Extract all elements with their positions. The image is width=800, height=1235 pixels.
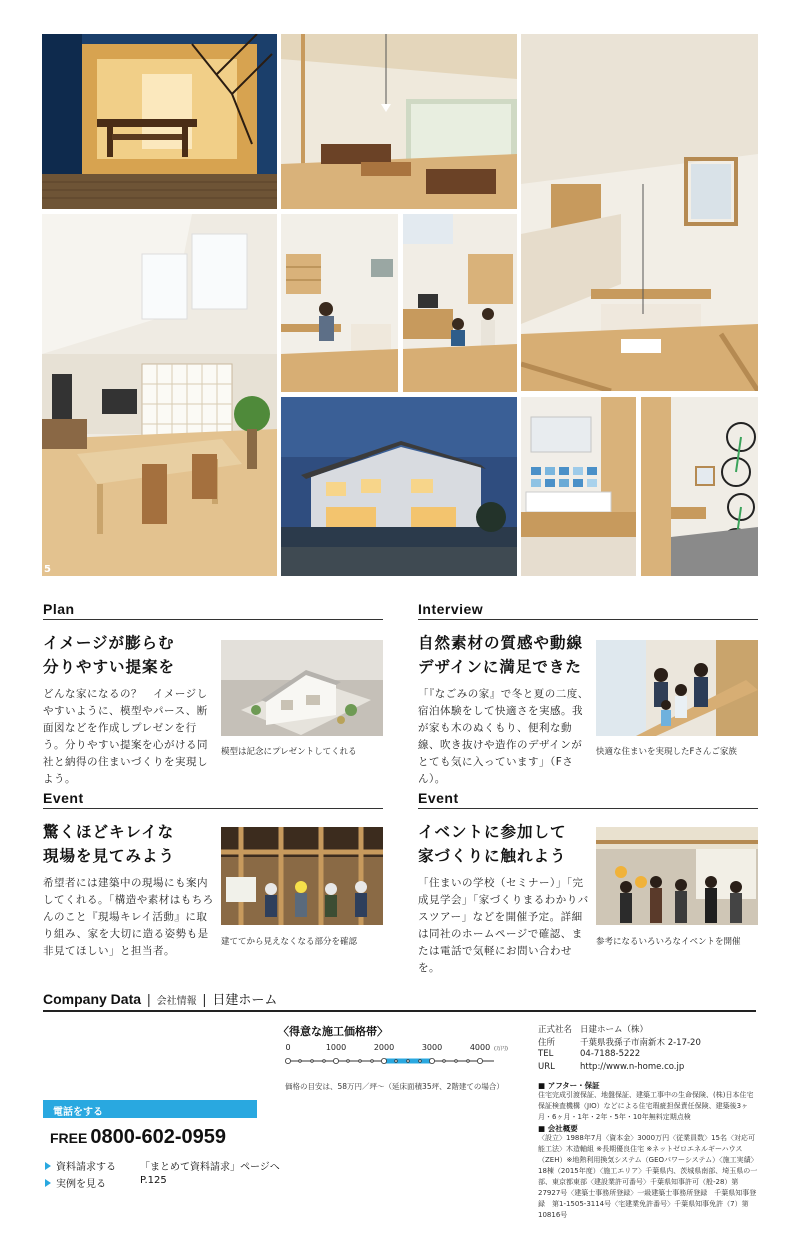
price-unit-label: (万円)	[494, 1046, 508, 1052]
event2-divider	[418, 808, 758, 809]
price-note: 価格の目安は、58万円／坪～（延床面積35坪、2階建ての場合）	[285, 1082, 504, 1091]
arrow-right-icon	[45, 1162, 51, 1170]
company-overview-heading: ■ 会社概要	[538, 1124, 578, 1133]
page-number: 5	[44, 564, 51, 575]
event1-title	[43, 820, 175, 868]
photo-living-couple	[403, 214, 517, 392]
price-major-tick	[333, 1058, 338, 1063]
price-minor-tick	[323, 1060, 326, 1063]
event2-title	[418, 820, 567, 868]
plan-body: どんな家になるの？ イメージしやすいように、模型やパース、断面図などを作成しプレゼンを行う。分りやすい提案を心がける同社と納得の住まいづくりを実現しよう。	[43, 688, 208, 785]
event1-title-line-1: 驚くほどキレイな	[43, 823, 175, 841]
request-docs-value: 「まとめて資料請求」ページへ	[140, 1162, 280, 1173]
event1-body: 希望者には建築中の現場にも案内してくれる。「構造や素材はもちろんのこと『現場キレイ活動』に取り組み、家を大切に造る姿勢も是非見てほしい」と担当者。	[43, 877, 214, 957]
photo-family	[596, 640, 758, 736]
plan-title	[43, 631, 175, 679]
event1-heading: Event	[43, 790, 84, 806]
price-minor-tick	[455, 1060, 458, 1063]
photo-construction-site	[221, 827, 383, 925]
company-data-header: Company Data | 会社情報 | 日建ホーム	[43, 991, 278, 1008]
interview-heading: Interview	[418, 601, 484, 617]
event1-title-line-2: 現場を見てみよう	[43, 847, 176, 865]
interview-divider	[418, 619, 758, 620]
company-info-label: 会社情報	[156, 996, 197, 1007]
call-button[interactable]: 電話をする	[43, 1100, 257, 1118]
plan-heading: Plan	[43, 601, 75, 617]
request-docs-label: 資料請求する	[56, 1162, 116, 1173]
price-tick-label: 1000	[325, 1043, 347, 1052]
price-major-tick	[381, 1058, 386, 1063]
photo-dining-shoji	[42, 214, 277, 576]
price-minor-tick	[467, 1060, 470, 1063]
info-val: 04-7188-5222	[580, 1049, 641, 1059]
event2-caption: 参考になるいろいろなイベントを開催	[596, 937, 741, 947]
price-minor-tick	[407, 1060, 410, 1063]
price-minor-tick	[299, 1060, 302, 1063]
price-tick-label: 0	[285, 1043, 291, 1052]
interview-title-line-2: デザインに満足できた	[418, 658, 582, 676]
info-key: URL	[538, 1062, 555, 1072]
info-key: 住所	[538, 1038, 556, 1048]
price-tick-label: 3000	[421, 1043, 443, 1052]
arrow-right-icon	[45, 1179, 51, 1187]
info-row-name	[538, 1023, 648, 1035]
price-tick-label: 4000	[469, 1043, 491, 1052]
photo-washroom-tiles	[521, 397, 636, 576]
plan-divider	[43, 619, 383, 620]
event2-heading: Event	[418, 790, 459, 806]
after-service-heading: ■ アフター・保証	[538, 1081, 600, 1090]
photo-house-model	[221, 640, 383, 736]
company-data-label: Company Data	[43, 991, 142, 1007]
plan-title-line-1: イメージが膨らむ	[43, 634, 175, 652]
info-val: 千葉県我孫子市南新木 2-17-20	[580, 1038, 701, 1048]
photo-atrium-stairs	[521, 34, 758, 391]
free-label: FREE	[50, 1130, 88, 1146]
price-range-bar	[280, 1040, 520, 1074]
plan-title-line-2: 分りやすい提案を	[43, 658, 176, 676]
company-url-link[interactable]: http://www.n-home.co.jp	[580, 1062, 685, 1072]
free-dial[interactable]	[50, 1126, 226, 1149]
photo-night-terrace	[42, 34, 277, 209]
price-minor-tick	[395, 1060, 398, 1063]
info-row-url	[538, 1062, 684, 1072]
info-val: 日建ホーム（株）	[580, 1025, 649, 1035]
photo-living-room	[281, 34, 517, 209]
event2-body: 「住まいの学校（セミナー）」「完成見学会」「家づくりまるわかりバスツアー」などを開催予定。詳細は同社のホームページで確認、または電話で気軽にお問い合わせを。	[418, 877, 589, 974]
price-minor-tick	[443, 1060, 446, 1063]
plan-caption: 模型は記念にプレゼントしてくれる	[221, 747, 357, 757]
price-minor-tick	[371, 1060, 374, 1063]
event2-title-line-1: イベントに参加して	[418, 823, 567, 841]
price-major-tick	[429, 1058, 434, 1063]
photo-event-crowd	[596, 827, 758, 925]
company-divider	[43, 1010, 756, 1012]
company-overview-body: 〈設立〉1988年7月〈資本金〉3000万円〈従業員数〉15名〈対応可能工法〉木造軸組 ※長期優良住宅 ※ネットゼロエネルギーハウス（ZEH）※地熱利用換気システム（GEOパワーシステム）〈施工実績〉18棟（2015年度）〈施工エリア〉千葉県内、茨城県南部、埼玉県の一部、東京都東部〈建設業許可番号〉千葉県知事許可（般-28）第27927号〈建築士事務所登録〉一級建築士事務所登録 千葉県知事登録 第1-1505-3114号〈宅建業免許番号〉千葉県知事免許（7）第10816号	[538, 1134, 758, 1219]
company-name: 日建ホーム	[212, 993, 278, 1008]
info-row-tel	[538, 1049, 640, 1059]
request-docs-link[interactable]	[45, 1158, 280, 1173]
info-key: 正式社名	[538, 1025, 573, 1035]
free-phone-number: 0800-602-0959	[90, 1126, 227, 1148]
examples-page: P.125	[140, 1175, 167, 1186]
event1-divider	[43, 808, 383, 809]
event2-title-line-2: 家づくりに触れよう	[418, 847, 567, 865]
interview-body: 「『なごみの家』で冬と夏の二度、宿泊体験をして快適さを実感。我が家も木のぬくもり、便利な動線、吹き抜けや造作のデザインがとても気に入っています」（Fさん）。	[418, 688, 589, 785]
price-tick-label: 2000	[373, 1043, 395, 1052]
info-row-address	[538, 1036, 701, 1048]
photo-entrance-bicycles	[641, 397, 758, 576]
after-service-body: 住宅完成引渡保証、地盤保証、建築工事中の生命保険、(株)日本住宅保証検査機構（JIO）などによる住宅瑕疵担保責任保険、建築後3ヶ月・6ヶ月・1年・2年・5年・10年無料定期点検	[538, 1091, 754, 1121]
price-major-tick	[285, 1058, 290, 1063]
price-minor-tick	[419, 1060, 422, 1063]
price-minor-tick	[359, 1060, 362, 1063]
price-minor-tick	[311, 1060, 314, 1063]
photo-house-exterior-dusk	[281, 397, 517, 576]
event1-caption: 建ててから見えなくなる部分を確認	[221, 937, 358, 947]
interview-title-line-1: 自然素材の質感や動線	[418, 634, 584, 652]
price-major-tick	[477, 1058, 482, 1063]
price-minor-tick	[347, 1060, 350, 1063]
interview-title	[418, 631, 583, 679]
examples-label: 実例を見る	[56, 1179, 106, 1190]
info-key: TEL	[538, 1049, 554, 1059]
interview-caption: 快適な住まいを実現したFさんご家族	[596, 747, 737, 757]
price-range-title: 〈得意な施工価格帯〉	[278, 1025, 388, 1038]
examples-link[interactable]	[45, 1175, 167, 1190]
photo-study-corner	[281, 214, 398, 392]
